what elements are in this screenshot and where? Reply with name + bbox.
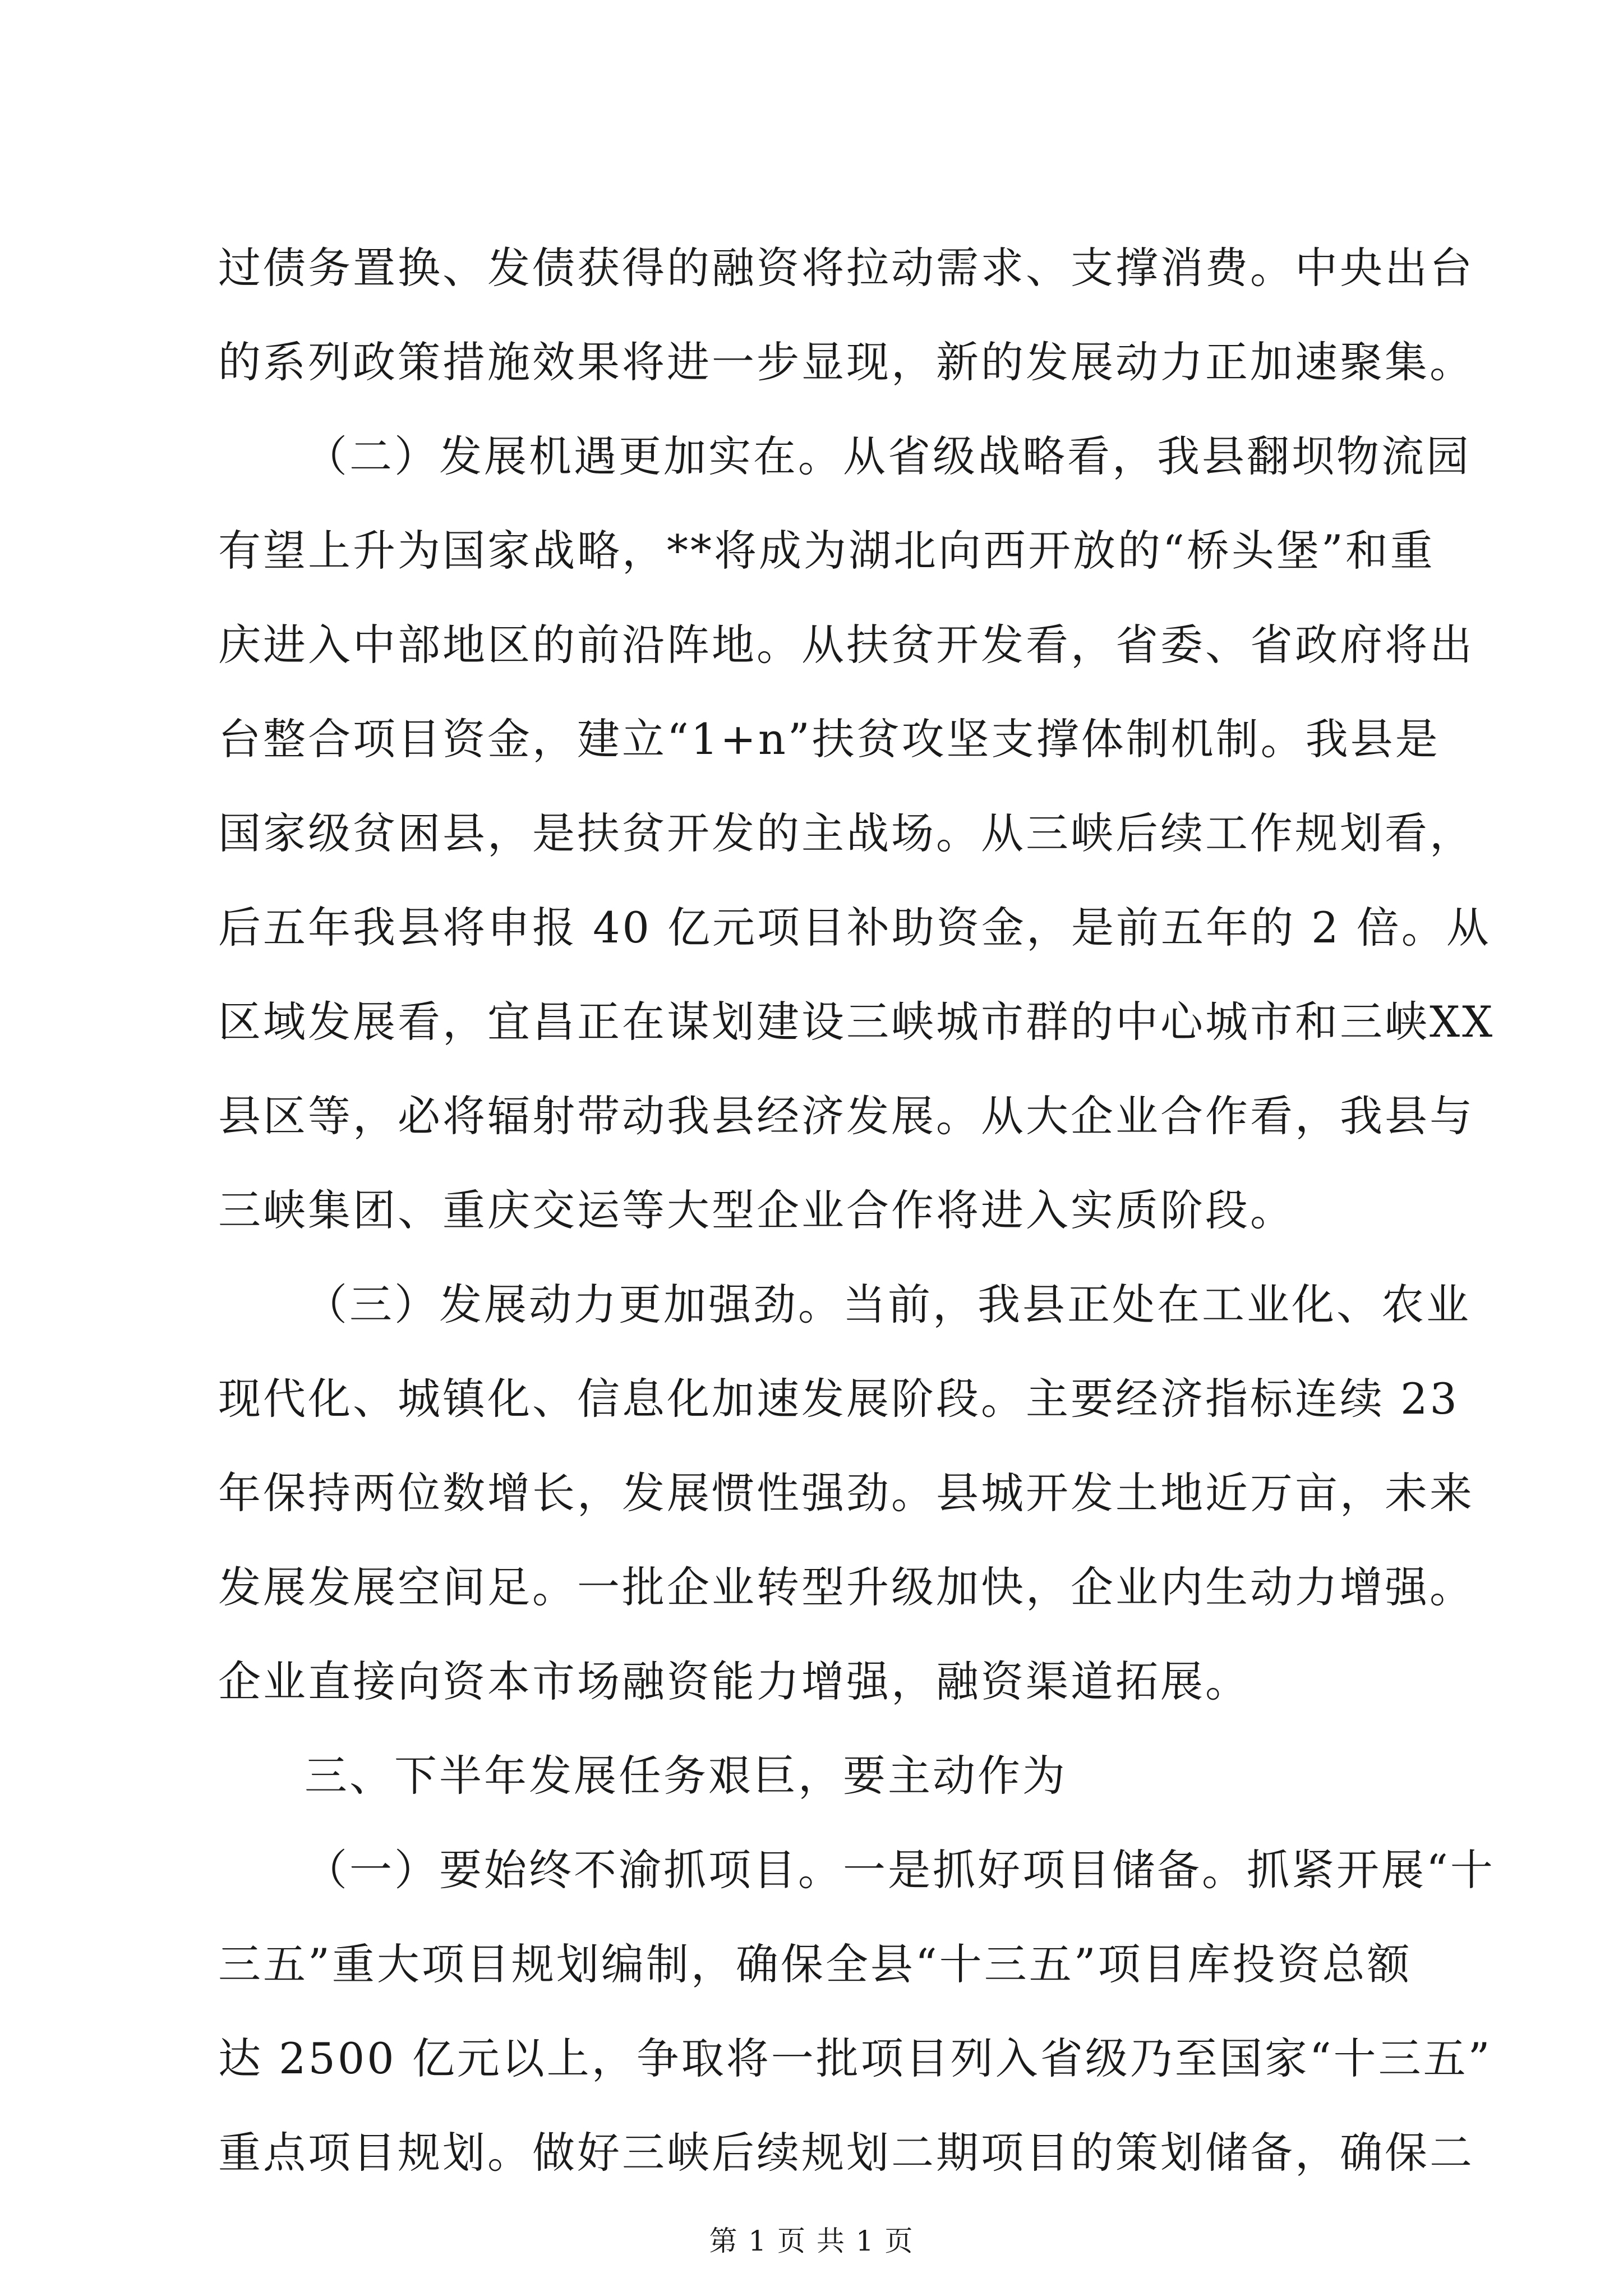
body-text-line: 重点项目规划。做好三峡后续规划二期项目的策划储备，确保二 bbox=[218, 2128, 1474, 2178]
page-number: 第 1 页 共 1 页 bbox=[709, 2225, 914, 2257]
body-text-line: 后五年我县将申报 40 亿元项目补助资金，是前五年的 2 倍。从 bbox=[218, 903, 1491, 953]
body-text-line: 国家级贫困县，是扶贫开发的主战场。从三峡后续工作规划看， bbox=[218, 808, 1474, 858]
paragraph-first-line: （一）要始终不渝抓项目。一是抓好项目储备。抓紧开展“十 bbox=[305, 1845, 1495, 1895]
body-text-line: 现代化、城镇化、信息化加速发展阶段。主要经济指标连续 23 bbox=[218, 1374, 1459, 1424]
body-text-line: 发展发展空间足。一批企业转型升级加快，企业内生动力增强。 bbox=[218, 1562, 1474, 1612]
body-text-line: 有望上升为国家战略，**将成为湖北向西开放的“桥头堡”和重 bbox=[218, 526, 1435, 576]
section-heading: 三、下半年发展任务艰巨，要主动作为 bbox=[305, 1751, 1067, 1801]
paragraph-first-line: （三）发展动力更加强劲。当前，我县正处在工业化、农业 bbox=[305, 1280, 1471, 1329]
body-text-line: 县区等，必将辐射带动我县经济发展。从大企业合作看，我县与 bbox=[218, 1091, 1474, 1141]
paragraph-first-line: （二）发展机遇更加实在。从省级战略看，我县翻坝物流园 bbox=[305, 431, 1471, 481]
body-text-line: 过债务置换、发债获得的融资将拉动需求、支撑消费。中央出台 bbox=[218, 243, 1474, 293]
body-text-line: 台整合项目资金，建立“1+n”扶贫攻坚支撑体制机制。我县是 bbox=[218, 714, 1440, 764]
body-text-line: 区域发展看，宜昌正在谋划建设三峡城市群的中心城市和三峡XX bbox=[218, 997, 1495, 1047]
page-footer bbox=[0, 2221, 1623, 2261]
body-text-line: 企业直接向资本市场融资能力增强，融资渠道拓展。 bbox=[218, 1657, 1250, 1706]
body-text-line: 的系列政策措施效果将进一步显现，新的发展动力正加速聚集。 bbox=[218, 337, 1474, 387]
body-text-line: 达 2500 亿元以上，争取将一批项目列入省级乃至国家“十三五” bbox=[218, 2033, 1492, 2083]
body-text-line: 年保持两位数增长，发展惯性强劲。县城开发土地近万亩，未来 bbox=[218, 1468, 1474, 1518]
body-text-line: 三峡集团、重庆交运等大型企业合作将进入实质阶段。 bbox=[218, 1185, 1295, 1235]
body-text-line: 三五”重大项目规划编制，确保全县“十三五”项目库投资总额 bbox=[218, 1939, 1412, 1989]
body-text-line: 庆进入中部地区的前沿阵地。从扶贫开发看，省委、省政府将出 bbox=[218, 620, 1474, 670]
